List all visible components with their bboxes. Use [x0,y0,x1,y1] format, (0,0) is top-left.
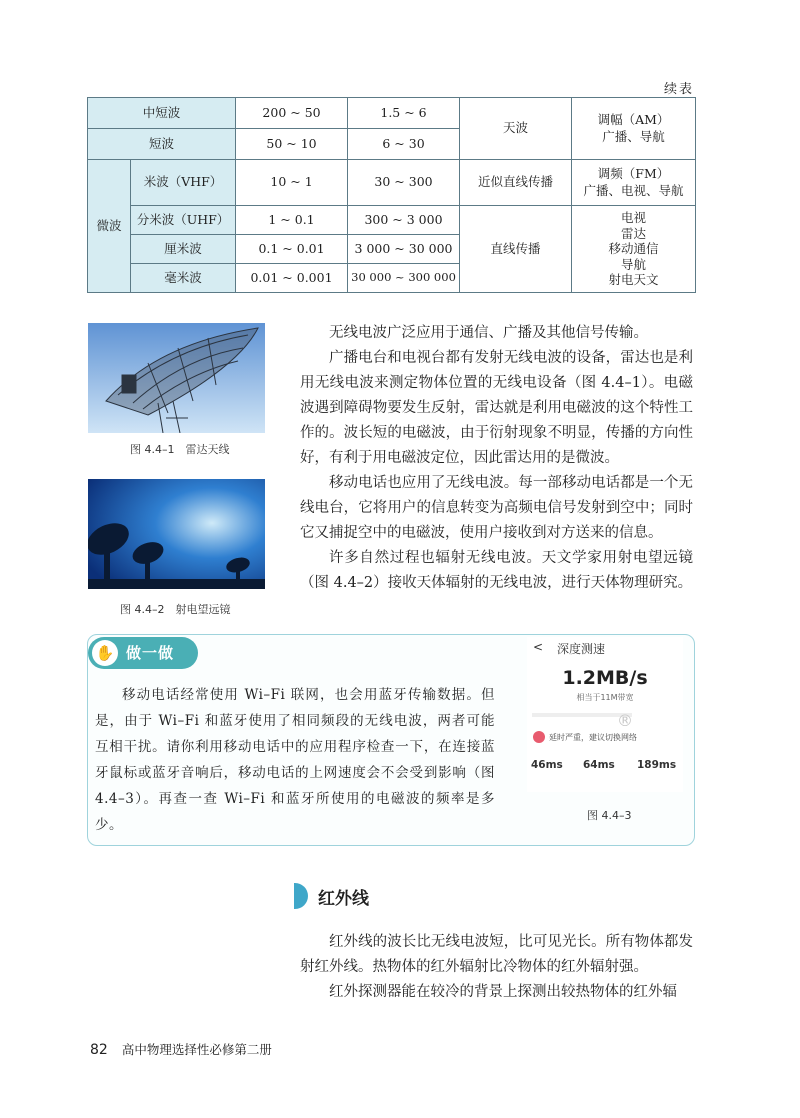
propagation-cell: 近似直线传播 [460,160,572,206]
speed-test-screenshot [527,637,683,792]
latency-value: 46ms [531,759,563,771]
activity-text [95,682,495,838]
wavelength-cell: 0.01 ~ 0.001 [236,264,348,293]
latency-value: 189ms [637,759,677,771]
wavelength-cell: 50 ~ 10 [236,129,348,160]
frequency-cell: 30 ~ 300 [348,160,460,206]
frequency-cell: 6 ~ 30 [348,129,460,160]
frequency-cell: 1.5 ~ 6 [348,98,460,129]
band-group: 微波 [88,160,131,293]
paragraph: 移动电话也应用了无线电波。每一部移动电话都是一个无线电台，它将用户的信息转变为高频电信号发射到空中；同时它又捕捉空中的电磁波，使用户接收到对方送来的信息。 [300,475,693,541]
latency-value: 64ms [583,759,615,771]
band-name: 厘米波 [131,235,236,264]
paragraph: 无线电波广泛应用于通信、广播及其他信号传输。 [329,325,648,341]
wave-band-table [87,97,696,293]
wavelength-cell: 10 ~ 1 [236,160,348,206]
band-name: 分米波（UHF） [131,206,236,235]
usage-cell: 调幅（AM） 广播、导航 [572,98,696,160]
figure-caption: 图 4.4–1 雷达天线 [130,443,230,456]
paragraph: 红外线的波长比无线电波短，比可见光长。所有物体都发射红外线。热物体的红外辐射比冷物体的红外辐射强。 [300,934,693,975]
wavelength-cell: 0.1 ~ 0.01 [236,235,348,264]
paragraph: 许多自然过程也辐射无线电波。天文学家用射电望远镜（图 4.4–2）接收天体辐射的无线电波，进行天体物理研究。 [300,550,693,591]
band-name: 米波（VHF） [131,160,236,206]
radio-telescope-photo [88,479,265,589]
band-name: 短波 [88,129,236,160]
continued-label: 续表 [663,82,694,97]
paragraph: 广播电台和电视台都有发射无线电波的设备，雷达也是利用无线电波来测定物体位置的无线电设备（图 4.4–1）。电磁波遇到障碍物要发生反射，雷达就是利用电磁波的这个特性工作的。波长短的电磁波，由于衍射现象不明显，传播的方向性好，有利于用电磁波定位，因此雷达用的是微波。 [300,350,693,466]
propagation-cell: 直线传播 [460,206,572,293]
section-text [300,930,693,1005]
screen-title: 深度测速 [557,642,606,656]
speed-value: 1.2MB/s [562,667,648,689]
section-title: 红外线 [318,889,369,909]
wavelength-cell: 1 ~ 0.1 [236,206,348,235]
radar-antenna-photo [88,323,265,433]
paragraph: 红外探测器能在较冷的背景上探测出较热物体的红外辐 [329,984,677,1000]
activity-badge [88,637,198,669]
warning-text: 延时严重，建议切换网络 [549,733,637,742]
section-marker [294,883,308,909]
book-title: 高中物理选择性必修第二册 [121,1042,272,1057]
propagation-cell: 天波 [460,98,572,160]
figure-caption: 图 4.4–2 射电望远镜 [120,603,231,616]
back-icon: < [533,640,544,654]
paragraph: 移动电话经常使用 Wi–Fi 联网，也会用蓝牙传输数据。但是，由于 Wi–Fi 和蓝牙使用了相同频段的无线电波，两者可能互相干扰。请你利用移动电话中的应用程序检查一下，在连接蓝牙鼠标或蓝牙音响后，移动电话的上网速度会不会受到影响（图 4.4–3）。再查一查 Wi–Fi 和蓝牙所使用的电磁波的频率是多少。 [95,687,495,833]
activity-badge-label: 做一做 [126,644,175,662]
warning-icon [533,731,545,743]
figure-caption: 图 4.4–3 [587,809,632,822]
hand-icon: ✋ [92,640,118,666]
page-number: 82 [90,1042,108,1058]
usage-cell: 调频（FM） 广播、电视、导航 [572,160,696,206]
frequency-cell: 300 ~ 3 000 [348,206,460,235]
band-name: 中短波 [88,98,236,129]
bandwidth-equivalent: 相当于11M带宽 [576,693,634,702]
band-name: 毫米波 [131,264,236,293]
usage-cell: 电视 雷达 移动通信 导航 射电天文 [572,206,696,293]
wavelength-cell: 200 ~ 50 [236,98,348,129]
body-text [300,321,693,596]
frequency-cell: 30 000 ~ 300 000 [348,264,460,293]
page-footer [90,1040,272,1058]
registered-watermark: ® [617,711,633,730]
frequency-cell: 3 000 ~ 30 000 [348,235,460,264]
